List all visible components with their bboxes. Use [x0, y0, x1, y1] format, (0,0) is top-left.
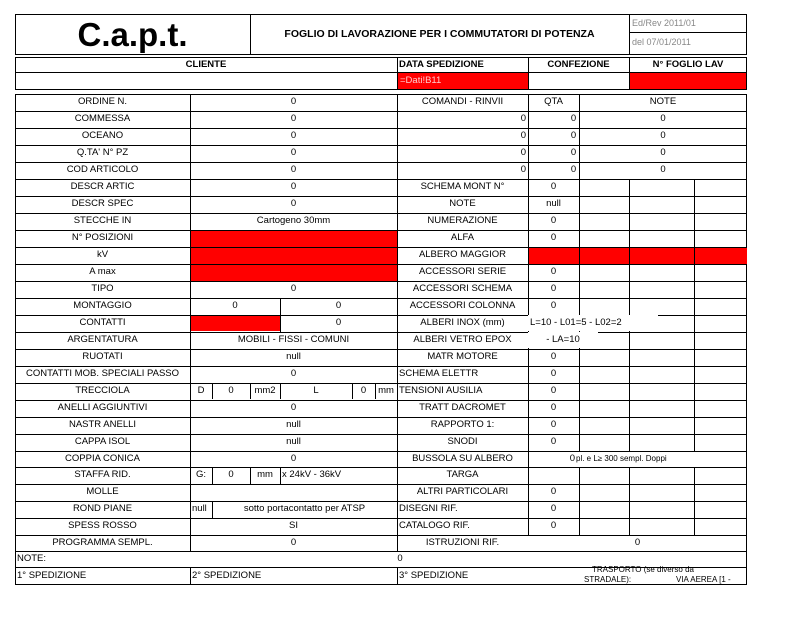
cod-articolo-value[interactable]: 0: [290, 164, 297, 175]
rond-label: ROND PIANE: [72, 503, 133, 514]
comandi-row-4-a[interactable]: 0: [520, 164, 526, 175]
ruotati-label: RUOTATI: [82, 351, 123, 362]
foglio-value-cell[interactable]: [630, 73, 746, 89]
altri-value[interactable]: 0: [550, 486, 557, 497]
montaggio-label: MONTAGGIO: [73, 300, 132, 311]
albero-maggior-value[interactable]: [528, 247, 747, 264]
data-spedizione-value[interactable]: =Dati!B11: [398, 73, 528, 89]
trecciola-unit-2: mm: [378, 385, 394, 396]
kv-value-cell[interactable]: [190, 247, 397, 264]
alberi-inox-value[interactable]: L=10 - L01=5 - L02=2: [528, 315, 658, 331]
comandi-row-4-c[interactable]: 0: [660, 164, 666, 175]
comandi-row-2-b[interactable]: 0: [570, 130, 577, 141]
footer-note-label: NOTE:: [17, 553, 47, 564]
stecche-in-value[interactable]: Cartogeno 30mm: [256, 215, 331, 226]
ordine-label: ORDINE N.: [77, 96, 128, 107]
rond-note: sotto portacontatto per ATSP: [243, 503, 366, 514]
alfa-value[interactable]: 0: [550, 232, 557, 243]
company-logo: C.a.p.t.: [77, 16, 188, 53]
descr-artic-value[interactable]: 0: [290, 181, 297, 192]
oceano-value[interactable]: 0: [290, 130, 297, 141]
cliente-header: CLIENTE: [185, 59, 227, 70]
contatti-mob-value[interactable]: 0: [290, 368, 297, 379]
coppia-value[interactable]: 0: [290, 453, 297, 464]
trecciola-unit-1: mm2: [254, 385, 276, 396]
ordine-value[interactable]: 0: [290, 96, 297, 107]
cappa-label: CAPPA ISOL: [74, 436, 131, 447]
stecche-in-label: STECCHE IN: [73, 215, 132, 226]
bussola-label: BUSSOLA SU ALBERO: [412, 453, 513, 464]
edition-label: Ed/Rev 2011/01: [632, 18, 696, 28]
schema-elettr-label: SCHEMA ELETTR: [399, 368, 479, 379]
anelli-value[interactable]: 0: [290, 402, 297, 413]
staffa-label: STAFFA RID.: [74, 469, 131, 480]
nastr-value[interactable]: null: [286, 419, 301, 430]
catalogo-value[interactable]: 0: [550, 520, 557, 531]
cod-articolo-label: COD ARTICOLO: [66, 164, 139, 175]
amax-label: A max: [89, 266, 116, 277]
catalogo-label: CATALOGO RIF.: [399, 520, 470, 531]
footer-note-value[interactable]: 0: [397, 553, 403, 564]
trasporto-line-2: STRADALE):: [584, 575, 632, 584]
comandi-row-4-b[interactable]: 0: [570, 164, 577, 175]
acc-colonna-value[interactable]: 0: [550, 300, 557, 311]
descr-spec-label: DESCR SPEC: [71, 198, 134, 209]
descr-artic-label: DESCR ARTIC: [70, 181, 135, 192]
matr-motore-label: MATR MOTORE: [427, 351, 498, 362]
programma-label: PROGRAMMA SEMPL.: [52, 537, 153, 548]
matr-motore-value[interactable]: 0: [550, 351, 557, 362]
posizioni-label: N° POSIZIONI: [71, 232, 134, 243]
spess-label: SPESS ROSSO: [68, 520, 137, 531]
schema-mont-value[interactable]: 0: [550, 181, 557, 192]
edition-date: del 07/01/2011: [632, 37, 691, 47]
document-title: FOGLIO DI LAVORAZIONE PER I COMMUTATORI DI POTENZA: [284, 28, 595, 40]
disegni-label: DISEGNI RIF.: [399, 503, 458, 514]
staffa-unit: mm: [257, 469, 273, 480]
ruotati-value[interactable]: null: [286, 351, 301, 362]
alberi-vetro-label: ALBERI VETRO EPOX: [413, 334, 512, 345]
note-label: NOTE: [449, 198, 476, 209]
tratt-value[interactable]: 0: [550, 402, 557, 413]
schema-elettr-value[interactable]: 0: [550, 368, 557, 379]
spess-value[interactable]: SI: [289, 520, 298, 531]
disegni-value[interactable]: 0: [550, 503, 557, 514]
rapporto-value[interactable]: 0: [550, 419, 557, 430]
confezione-header: CONFEZIONE: [547, 59, 610, 70]
acc-schema-label: ACCESSORI SCHEMA: [412, 283, 513, 294]
contatti-mob-label: CONTATTI MOB. SPECIALI PASSO: [25, 368, 180, 379]
rapporto-label: RAPPORTO 1:: [430, 419, 495, 430]
spedizione-1: 1° SPEDIZIONE: [17, 570, 87, 581]
staffa-note: x 24kV - 36kV: [282, 469, 342, 480]
comandi-row-1-b[interactable]: 0: [570, 113, 577, 124]
targa-label: TARGA: [446, 469, 479, 480]
comandi-row-1-c[interactable]: 0: [660, 113, 666, 124]
note-value[interactable]: null: [546, 198, 561, 209]
comandi-row-1-a[interactable]: 0: [520, 113, 526, 124]
montaggio-value-1[interactable]: 0: [232, 300, 238, 311]
rond-value[interactable]: null: [192, 503, 207, 514]
trecciola-label: TRECCIOLA: [75, 385, 130, 396]
contatti-value[interactable]: 0: [335, 317, 342, 328]
trecciola-d: D: [197, 385, 205, 396]
contatti-label: CONTATTI: [79, 317, 126, 328]
tensioni-value[interactable]: 0: [550, 385, 557, 396]
alberi-inox-label: ALBERI INOX (mm): [420, 317, 505, 328]
acc-colonna-label: ACCESSORI COLONNA: [409, 300, 516, 311]
cliente-value-cell[interactable]: [16, 73, 397, 89]
schema-mont-label: SCHEMA MONT N°: [420, 181, 505, 192]
molle-label: MOLLE: [86, 486, 119, 497]
note-header: NOTE: [649, 96, 677, 107]
trecciola-d-value[interactable]: 0: [228, 385, 234, 396]
commessa-label: COMMESSA: [74, 113, 131, 124]
albero-maggior-label: ALBERO MAGGIOR: [418, 249, 507, 260]
istruzioni-value[interactable]: 0: [634, 537, 641, 548]
cappa-value[interactable]: null: [286, 436, 301, 447]
trecciola-l: L: [313, 385, 319, 396]
comandi-header: COMANDI - RINVII: [421, 96, 504, 107]
nastr-label: NASTR ANELLI: [68, 419, 137, 430]
montaggio-value-2[interactable]: 0: [335, 300, 342, 311]
descr-spec-value[interactable]: 0: [290, 198, 297, 209]
acc-schema-value[interactable]: 0: [550, 283, 557, 294]
alfa-label: ALFA: [450, 232, 475, 243]
snodi-label: SNODI: [447, 436, 478, 447]
bussola-note: pl. e L≥ 300 sempl. Doppi: [576, 454, 667, 463]
data-spedizione-header: DATA SPEDIZIONE: [399, 59, 484, 70]
comandi-row-2-c[interactable]: 0: [660, 130, 666, 141]
contatti-value-red[interactable]: [190, 315, 280, 331]
qta-pz-value[interactable]: 0: [290, 147, 297, 158]
confezione-value-cell[interactable]: [529, 73, 629, 89]
spedizione-2: 2° SPEDIZIONE: [192, 570, 262, 581]
altri-label: ALTRI PARTICOLARI: [416, 486, 509, 497]
comandi-row-3-a[interactable]: 0: [520, 147, 526, 158]
numerazione-value[interactable]: 0: [550, 215, 557, 226]
oceano-label: OCEANO: [81, 130, 124, 141]
commessa-value[interactable]: 0: [290, 113, 297, 124]
tratt-label: TRATT DACROMET: [419, 402, 506, 413]
trasporto-line-1: TRASPORTO (se diverso da: [592, 565, 694, 574]
comandi-row-3-b[interactable]: 0: [570, 147, 577, 158]
programma-value[interactable]: 0: [290, 537, 297, 548]
acc-serie-label: ACCESSORI SERIE: [418, 266, 507, 277]
foglio-header: N° FOGLIO LAV: [652, 59, 724, 70]
argentatura-value[interactable]: MOBILI - FISSI - COMUNI: [237, 334, 350, 345]
trecciola-l-value[interactable]: 0: [360, 385, 367, 396]
qta-header: QTA: [544, 96, 563, 107]
acc-serie-value[interactable]: 0: [550, 266, 557, 277]
istruzioni-label: ISTRUZIONI RIF.: [425, 537, 500, 548]
qta-pz-label: Q.TA' N° PZ: [76, 147, 129, 158]
anelli-label: ANELLI AGGIUNTIVI: [57, 402, 148, 413]
tipo-label: TIPO: [91, 283, 114, 294]
comandi-row-2-a[interactable]: 0: [520, 130, 526, 141]
snodi-value[interactable]: 0: [550, 436, 557, 447]
amax-value-cell[interactable]: [190, 264, 397, 281]
tensioni-label: TENSIONI AUSILIA: [399, 385, 483, 396]
staffa-g-value[interactable]: 0: [228, 469, 234, 480]
alberi-vetro-value[interactable]: - LA=10: [528, 332, 598, 348]
argentatura-label: ARGENTATURA: [67, 334, 138, 345]
coppia-label: COPPIA CONICA: [65, 453, 140, 464]
posizioni-value-cell[interactable]: [190, 230, 397, 247]
trasporto-line-3: VIA AEREA [1 -: [676, 575, 731, 584]
staffa-g: G:: [195, 469, 207, 480]
comandi-row-3-c[interactable]: 0: [660, 147, 666, 158]
bussola-value[interactable]: 0: [569, 453, 575, 464]
tipo-value[interactable]: 0: [290, 283, 297, 294]
kv-label: kV: [96, 249, 109, 260]
spedizione-3: 3° SPEDIZIONE: [399, 570, 469, 581]
numerazione-label: NUMERAZIONE: [427, 215, 498, 226]
